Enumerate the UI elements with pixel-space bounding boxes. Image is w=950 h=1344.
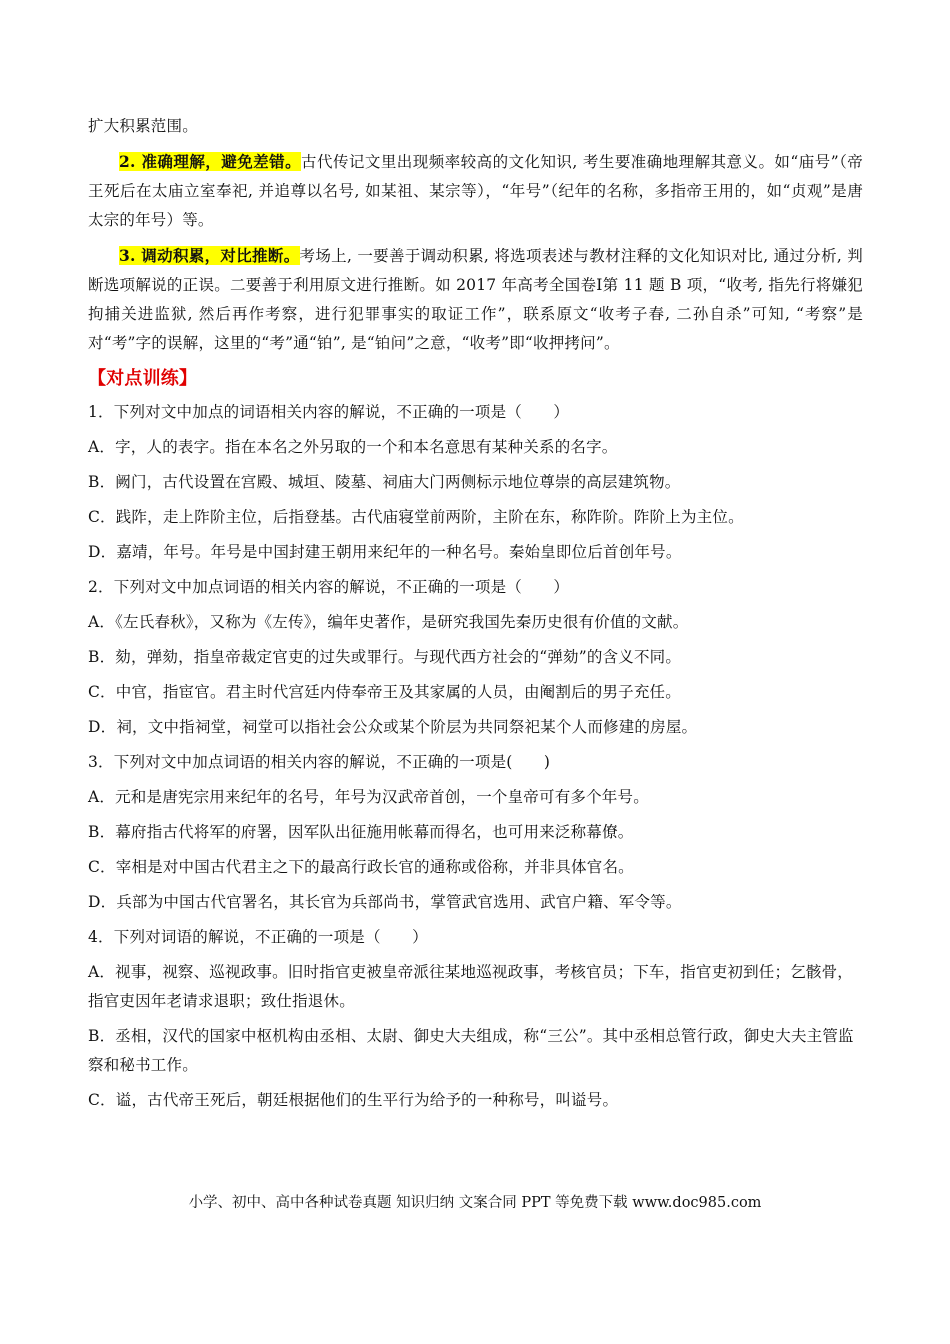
tip-heading-3: 3. 调动积累，对比推断。 [119,246,300,265]
question-stem: 4．下列对词语的解说，不正确的一项是（ ） [88,928,428,946]
question-2 [88,573,863,742]
option-c: C．中官，指宦官。君主时代宫廷内侍奉帝王及其家属的人员，由阉割后的男子充任。 [88,683,681,701]
question-stem: 2．下列对文中加点词语的相关内容的解说，不正确的一项是（ ） [88,578,570,596]
option-b: B．丞相，汉代的国家中枢机构由丞相、太尉、御史大夫组成，称“三公”。其中丞相总管行政，御史大夫主管监察和秘书工作。 [88,1027,854,1074]
option-a: A．《左氏春秋》，又称为《左传》，编年史著作，是研究我国先秦历史很有价值的文献。 [88,613,689,631]
question-3 [88,748,863,917]
tip-heading-2: 2. 准确理解，避免差错。 [119,152,302,171]
tip-paragraph-3 [88,241,863,358]
option-d: D．嘉靖，年号。年号是中国封建王朝用来纪年的一种名号。秦始皇即位后首创年号。 [88,543,682,561]
option-d: D．祠，文中指祠堂，祠堂可以指社会公众或某个阶层为共同祭祀某个人而修建的房屋。 [88,718,698,736]
option-b: B．幕府指古代将军的府署，因军队出征施用帐幕而得名，也可用来泛称幕僚。 [88,823,634,841]
option-d: D．兵部为中国古代官署名，其长官为兵部尚书，掌管武官选用、武官户籍、军令等。 [88,893,682,911]
question-4 [88,923,863,1115]
option-a: A．元和是唐宪宗用来纪年的名号，年号为汉武帝首创，一个皇帝可有多个年号。 [88,788,649,806]
question-1 [88,398,863,567]
page-footer: 小学、初中、高中各种试卷真题 知识归纳 文案合同 PPT 等免费下载 www.doc985.com [188,1195,762,1211]
question-stem: 1．下列对文中加点的词语相关内容的解说，不正确的一项是（ ） [88,403,570,421]
section-title: 【对点训练】 [88,368,198,389]
option-b: B．劾，弹劾，指皇帝裁定官吏的过失或罪行。与现代西方社会的“弹劾”的含义不同。 [88,648,682,666]
option-c: C．谥，古代帝王死后，朝廷根据他们的生平行为给予的一种称号，叫谥号。 [88,1091,619,1109]
tip-text-2: 古代传记文里出现频率较高的文化知识, 考生要准确地理解其意义。如“庙号”（帝王死后在太庙立室奉祀, 并追尊以名号, 如某祖、某宗等），“年号”（纪年的名称，多指帝王用的，如“贞观”是唐太宗的年号）等。 [88,153,863,229]
option-c: C．宰相是对中国古代君主之下的最高行政长官的通称或俗称，并非具体官名。 [88,858,634,876]
option-c: C．践阼，走上阼阶主位，后指登基。古代庙寝堂前两阶，主阶在东，称阼阶。阼阶上为主位。 [88,508,744,526]
question-stem: 3．下列对文中加点词语的相关内容的解说，不正确的一项是( ) [88,753,551,771]
tip-text-3: 考场上, 一要善于调动积累, 将选项表述与教材注释的文化知识对比, 通过分析, 判断选项解说的正误。二要善于利用原文进行推断。如 2017 年高考全国卷Ⅰ第 11 题 B 项，“收考, 指先行将嫌犯拘捕关进监狱, 然后再作考察，进行犯罪事实的取证工作”，联系原文“收考子春, 二孙自杀”可知, “考察”是对“考”字的误解，这里的“考”通“铂”, 是“铂问”之意，“收考”即“收押拷问”。 [88,247,863,352]
tip-paragraph-2 [88,147,863,235]
intro-line: 扩大积累范围。 [88,117,198,135]
document-body [88,112,863,1121]
option-a: A．视事，视察、巡视政事。旧时指官吏被皇帝派往某地巡视政事，考核官员；下车，指官吏初到任；乞骸骨，指官吏因年老请求退职；致仕指退休。 [88,963,853,1010]
option-b: B．阙门，古代设置在宫殿、城垣、陵墓、祠庙大门两侧标示地位尊崇的高层建筑物。 [88,473,681,491]
option-a: A．字，人的表字。指在本名之外另取的一个和本名意思有某种关系的名字。 [88,438,618,456]
